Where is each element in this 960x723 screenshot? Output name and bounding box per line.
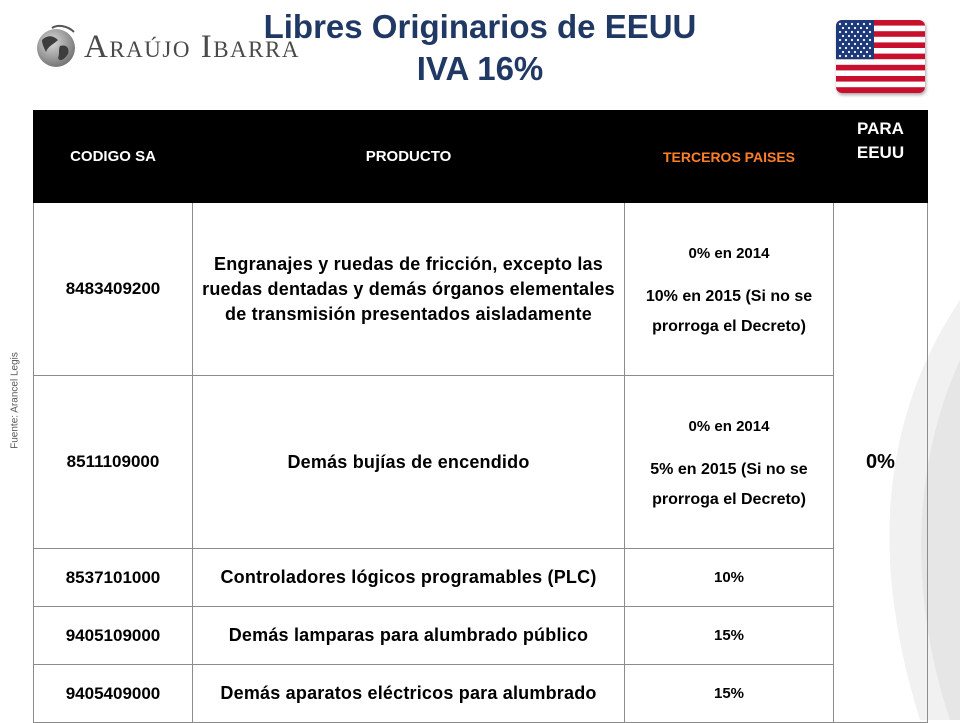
- table-header-row: [34, 111, 928, 203]
- terceros-2015-note: (Si no se prorroga el Decreto): [652, 287, 813, 335]
- terceros-2015: [627, 455, 831, 515]
- table-row: [34, 665, 928, 723]
- tariff-table: [33, 110, 928, 723]
- terceros-cell: 15%: [625, 665, 834, 723]
- header-producto: PRODUCTO: [193, 111, 625, 203]
- terceros-2015-rate: 5% en 2015: [650, 460, 742, 478]
- table-row: [34, 203, 928, 376]
- terceros-cell: [625, 376, 834, 549]
- table-row: [34, 549, 928, 607]
- codigo-cell: 9405109000: [34, 607, 193, 665]
- producto-cell: Engranajes y ruedas de fricción, excepto las ruedas dentadas y demás órganos elementales de transmisión presentados aisladamente: [193, 203, 625, 376]
- terceros-cell: [625, 203, 834, 376]
- header-terceros-paises: TERCEROS PAISES: [625, 111, 834, 203]
- para-eeuu-cell: 0%: [834, 203, 928, 723]
- us-flag-icon: [836, 20, 925, 93]
- table-row: [34, 607, 928, 665]
- codigo-cell: 9405409000: [34, 665, 193, 723]
- codigo-cell: 8537101000: [34, 549, 193, 607]
- terceros-2015: [627, 282, 831, 342]
- terceros-2014: 0% en 2014: [688, 417, 770, 435]
- producto-cell: Controladores lógicos programables (PLC): [193, 549, 625, 607]
- terceros-2015-rate: 10% en 2015: [645, 287, 746, 305]
- header-para-eeuu-line2: EEUU: [856, 143, 905, 162]
- terceros-2015-note: (Si no se prorroga el Decreto): [652, 460, 808, 508]
- title-line-2: IVA 16%: [416, 50, 544, 87]
- codigo-cell: 8511109000: [34, 376, 193, 549]
- header-para-eeuu-line1: PARA: [857, 119, 904, 138]
- producto-cell: Demás bujías de encendido: [193, 376, 625, 549]
- terceros-2014: 0% en 2014: [688, 244, 770, 262]
- terceros-cell: 15%: [625, 607, 834, 665]
- header-codigo: CODIGO SA: [34, 111, 193, 203]
- title-line-1: Libres Originarios de EEUU: [263, 8, 697, 45]
- producto-cell: Demás lamparas para alumbrado público: [193, 607, 625, 665]
- company-logo-text: Araújo Ibarra: [84, 28, 300, 65]
- terceros-cell: 10%: [625, 549, 834, 607]
- codigo-cell: 8483409200: [34, 203, 193, 376]
- header-para-eeuu: [834, 111, 928, 203]
- page-title: [190, 6, 770, 90]
- globe-icon: [34, 24, 78, 70]
- producto-cell: Demás aparatos eléctricos para alumbrado: [193, 665, 625, 723]
- source-note: Fuente: Arancel Legis: [9, 352, 21, 449]
- table-row: [34, 376, 928, 549]
